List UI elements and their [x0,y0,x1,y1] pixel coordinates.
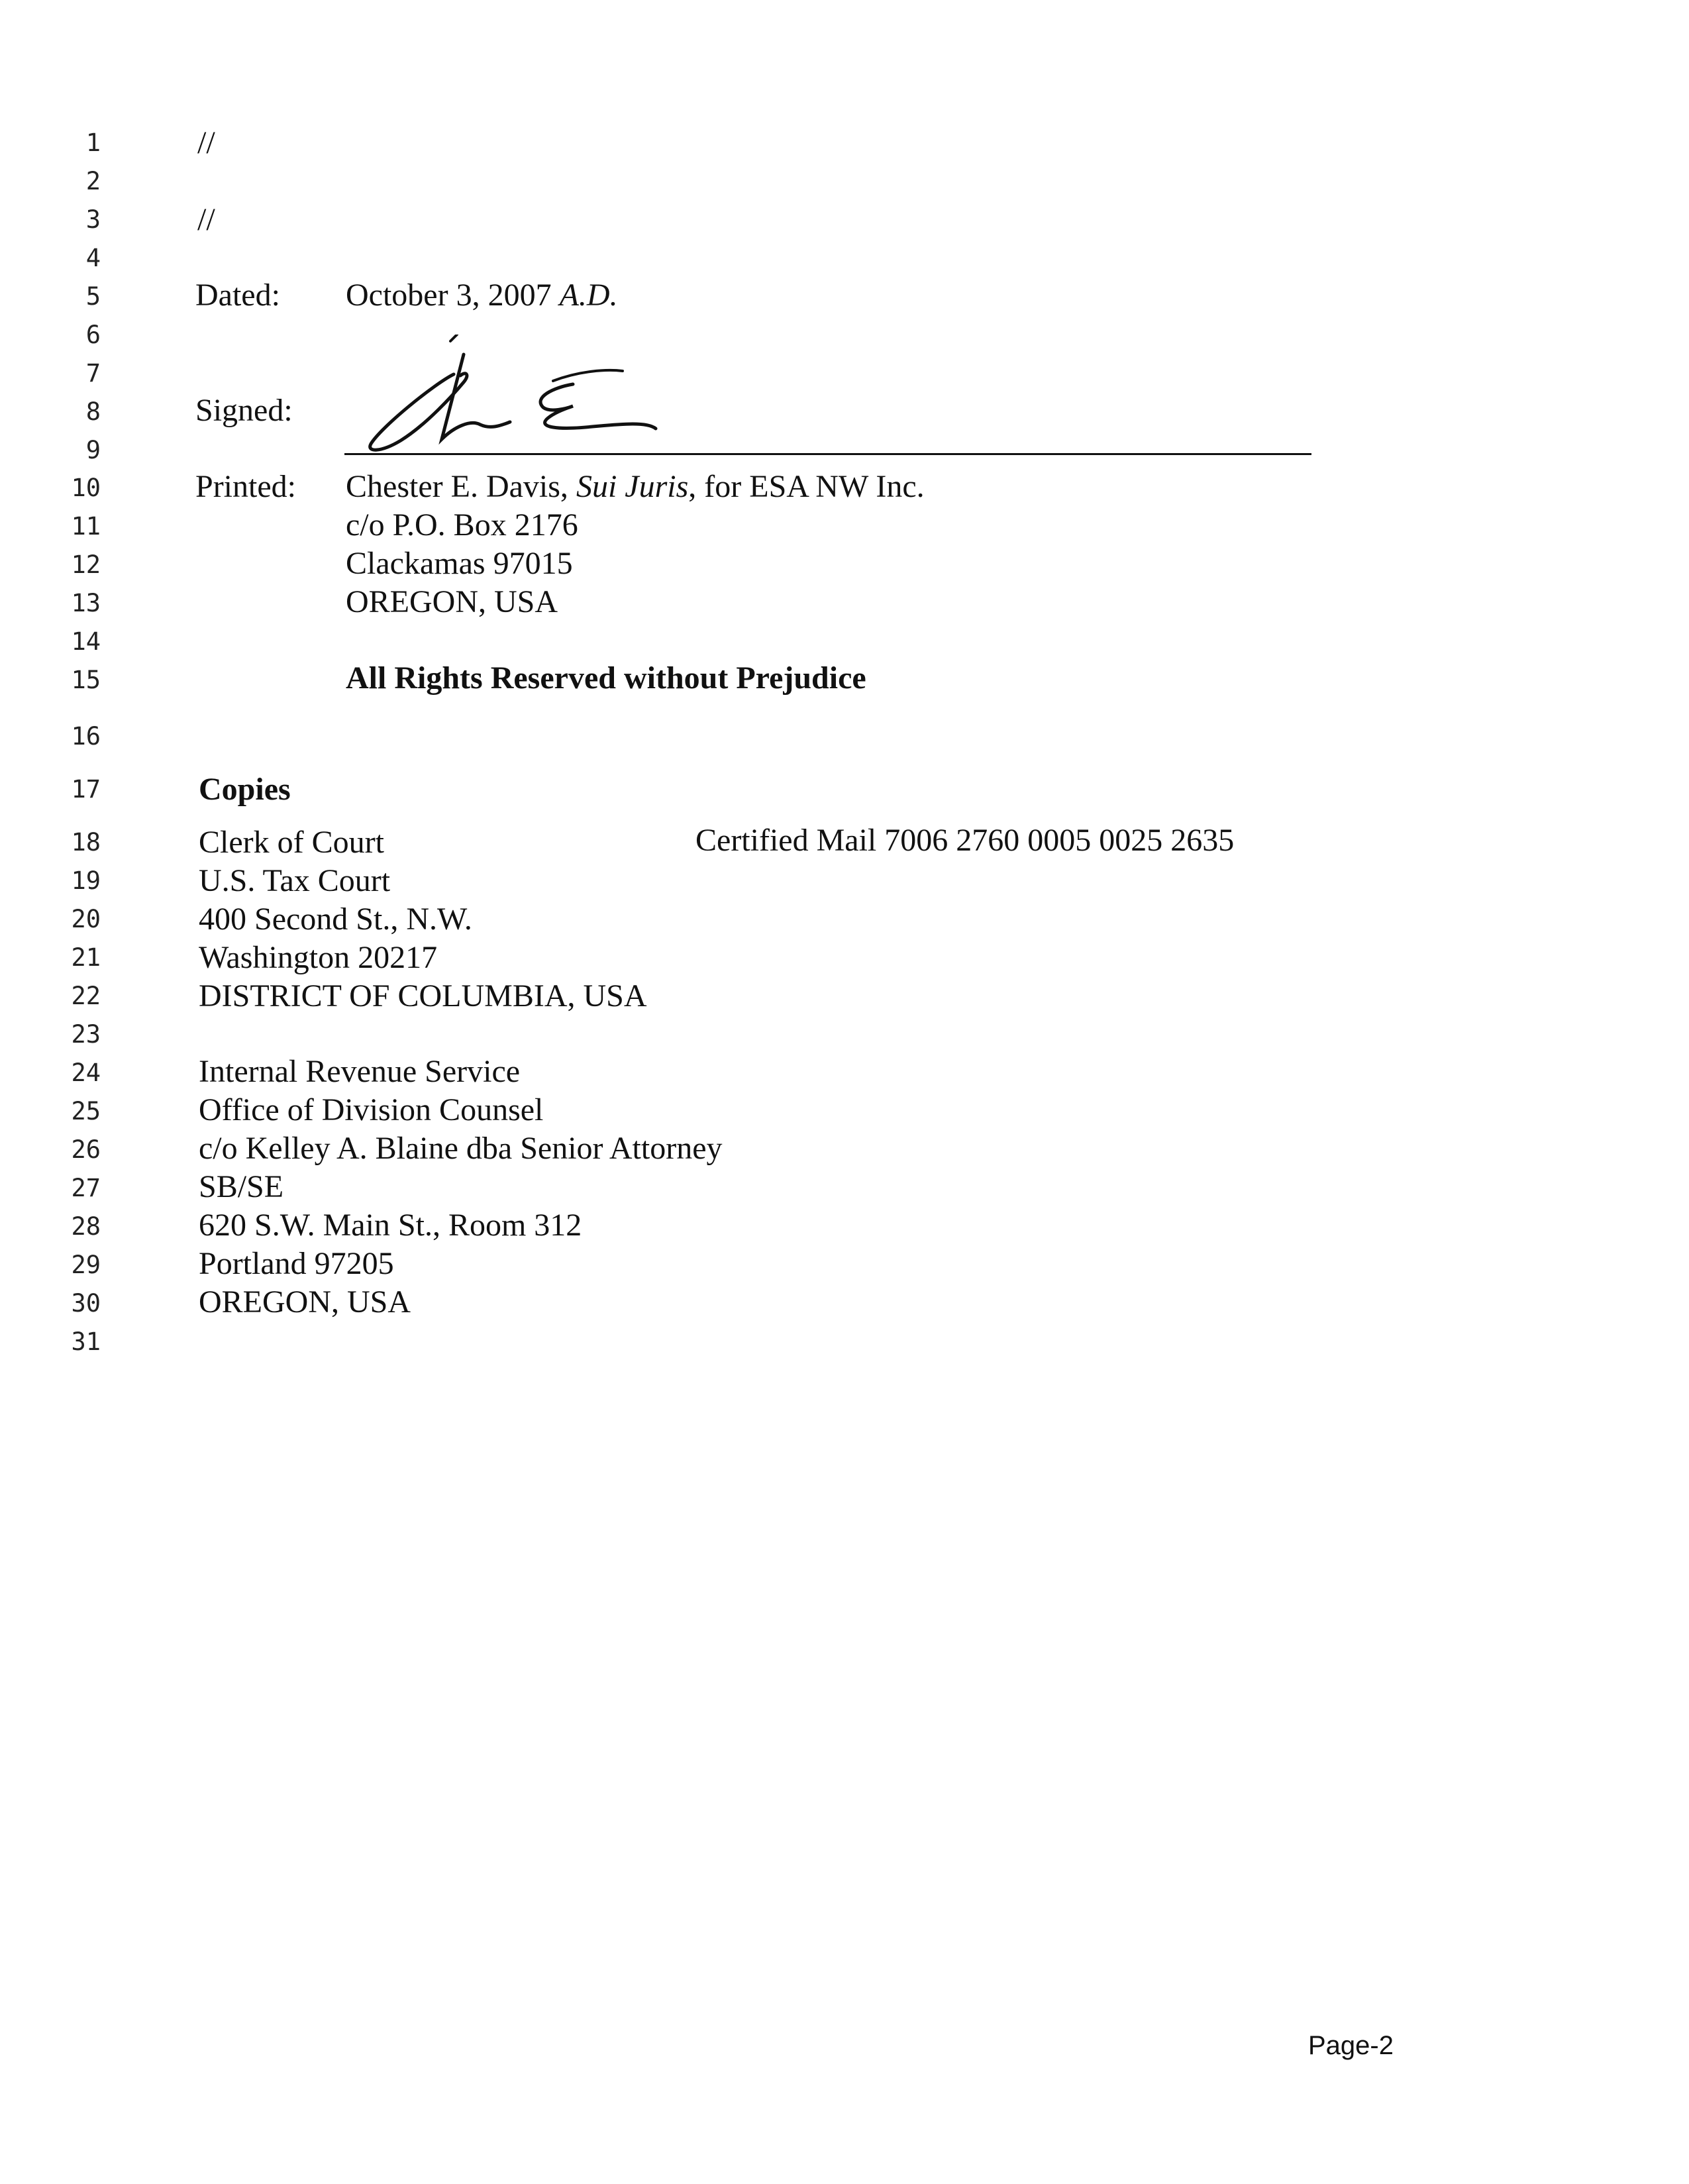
printed-label: Printed: [195,469,296,504]
continuation-mark: // [197,202,215,237]
line-number: 5 [85,282,101,311]
line-number: 31 [71,1327,101,1356]
line-number: 29 [71,1251,101,1279]
line-number: 16 [71,722,101,751]
line-number: 14 [71,627,101,656]
printed-name-line [346,468,925,505]
recipient-line: SB/SE [199,1169,284,1204]
recipient-line: OREGON, USA [199,1284,411,1320]
line-number: 10 [71,474,101,502]
line-number: 30 [71,1289,101,1318]
recipient-line: Clerk of Court [199,825,384,860]
printed-status: Sui Juris [576,469,689,504]
line-number: 8 [85,397,101,426]
recipient-line: 400 Second St., N.W. [199,902,472,937]
copies-heading: Copies [199,772,291,807]
page-number: Page-2 [1308,2031,1394,2060]
dated-date: October 3, 2007 [346,278,552,313]
recipient-line: Portland 97205 [199,1246,394,1281]
printed-address-line: Clackamas 97015 [346,546,573,581]
line-number: 20 [71,905,101,933]
line-number: 25 [71,1097,101,1125]
rights-reserved-statement: All Rights Reserved without Prejudice [346,660,866,696]
continuation-mark: // [197,125,215,160]
signature-line [344,453,1311,455]
recipient-line: 620 S.W. Main St., Room 312 [199,1208,582,1243]
handwritten-signature [354,335,686,460]
line-number: 9 [85,436,101,464]
line-number: 24 [71,1059,101,1087]
line-number: 28 [71,1212,101,1241]
recipient-line: Office of Division Counsel [199,1092,544,1127]
printed-name: Chester E. Davis, [346,469,568,504]
recipient-line: c/o Kelley A. Blaine dba Senior Attorney [199,1131,723,1166]
dated-value [346,277,618,314]
recipient-line: Washington 20217 [199,940,438,975]
line-number: 4 [85,244,101,272]
printed-address-line: OREGON, USA [346,584,558,619]
recipient-line: U.S. Tax Court [199,863,391,898]
line-number: 3 [85,205,101,234]
line-number: 13 [71,589,101,617]
line-number: 12 [71,550,101,579]
line-number: 22 [71,982,101,1010]
line-number: 27 [71,1174,101,1202]
line-number: 23 [71,1020,101,1049]
dated-label: Dated: [195,278,280,313]
line-number: 21 [71,943,101,972]
line-number: 18 [71,828,101,857]
line-number: 11 [71,512,101,541]
certified-mail-number: Certified Mail 7006 2760 0005 0025 2635 [695,823,1235,858]
printed-for: , for ESA NW Inc. [688,469,925,504]
printed-address-line: c/o P.O. Box 2176 [346,507,578,543]
signed-label: Signed: [195,393,293,428]
line-number: 2 [85,167,101,195]
dated-era: A.D. [559,278,618,313]
recipient-line: DISTRICT OF COLUMBIA, USA [199,978,647,1014]
line-number: 1 [85,129,101,157]
line-number: 6 [85,321,101,349]
recipient-line: Internal Revenue Service [199,1054,521,1089]
line-number: 15 [71,666,101,694]
line-number: 7 [85,359,101,388]
line-number: 19 [71,866,101,895]
line-number: 26 [71,1135,101,1164]
line-number: 17 [71,775,101,804]
